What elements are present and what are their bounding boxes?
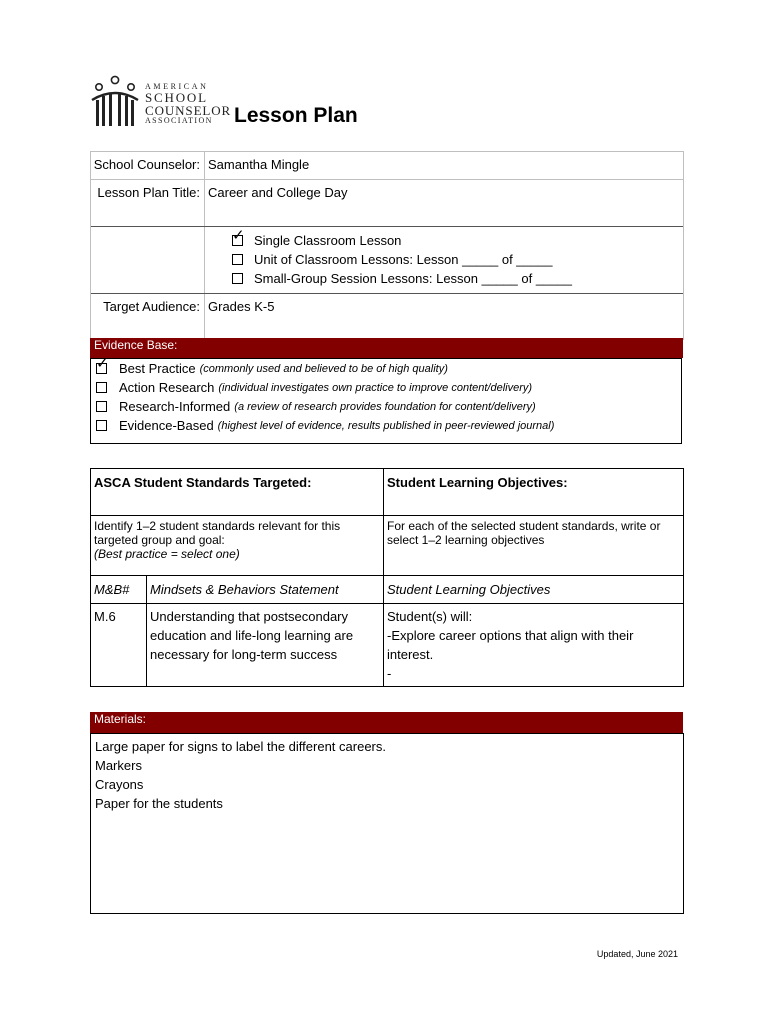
lesson-type-label: Unit of Classroom Lessons: Lesson _____ of _____ xyxy=(254,252,553,267)
evidence-note: (commonly used and believed to be of high quality) xyxy=(199,362,448,375)
lesson-type-option[interactable] xyxy=(208,250,683,269)
lesson-title-label: Lesson Plan Title: xyxy=(91,180,205,226)
lesson-type-row xyxy=(91,227,683,294)
evidence-note: (individual investigates own practice to improve content/delivery) xyxy=(218,381,533,394)
lesson-title-row xyxy=(91,180,683,227)
audience-value[interactable]: Grades K-5 xyxy=(208,299,275,314)
objectives-instruction: For each of the selected student standards, write or select 1–2 learning objectives xyxy=(384,516,684,576)
lesson-type-label xyxy=(91,227,205,293)
org-line-3: COUNSELOR xyxy=(145,103,232,118)
list-item: Paper for the students xyxy=(95,796,223,811)
evidence-option[interactable] xyxy=(91,355,681,378)
org-line-2: SCHOOL xyxy=(145,90,208,105)
objectives-subheader: Student Learning Objectives xyxy=(384,576,684,604)
org-name xyxy=(145,83,231,125)
org-line-1: AMERICAN xyxy=(145,82,209,91)
instruction-row xyxy=(91,516,684,576)
materials-header: Materials: xyxy=(90,712,683,733)
lesson-type-options xyxy=(205,227,683,293)
lesson-title-value[interactable]: Career and College Day xyxy=(208,185,348,200)
code-subheader: M&B# xyxy=(91,576,147,604)
standard-statement[interactable]: Understanding that postsecondary education and life-long learning are necessary for long-term success xyxy=(147,604,384,687)
evidence-option[interactable] xyxy=(91,378,681,397)
checkbox[interactable] xyxy=(96,382,107,393)
checkbox[interactable] xyxy=(96,355,109,374)
audience-row xyxy=(91,294,683,340)
checkbox[interactable] xyxy=(232,273,243,284)
list-item: Crayons xyxy=(95,777,144,792)
list-item: Large paper for signs to label the different careers. xyxy=(95,739,386,754)
updated-footer: Updated, June 2021 xyxy=(596,949,678,959)
evidence-label: Action Research xyxy=(119,380,215,395)
evidence-label: Best Practice xyxy=(119,361,196,376)
evidence-label: Evidence-Based xyxy=(119,418,214,433)
evidence-header: Evidence Base: xyxy=(90,338,683,358)
list-item: Markers xyxy=(95,758,142,773)
checkbox[interactable] xyxy=(96,420,107,431)
table-row xyxy=(91,604,684,687)
lesson-type-label: Small-Group Session Lessons: Lesson _____ of _____ xyxy=(254,271,572,286)
evidence-note: (a review of research provides foundation for content/delivery) xyxy=(234,400,536,413)
standards-table xyxy=(90,468,684,687)
standards-instruction xyxy=(91,516,384,576)
instruction-note: (Best practice = select one) xyxy=(94,547,240,561)
audience-label: Target Audience: xyxy=(91,294,205,340)
lesson-type-option[interactable] xyxy=(208,227,683,250)
evidence-note: (highest level of evidence, results published in peer-reviewed journal) xyxy=(217,419,555,432)
checkbox[interactable] xyxy=(96,401,107,412)
page-title: Lesson Plan xyxy=(234,104,358,127)
checkbox[interactable] xyxy=(232,227,245,246)
statement-subheader: Mindsets & Behaviors Statement xyxy=(147,576,384,604)
lesson-type-label: Single Classroom Lesson xyxy=(254,233,402,248)
evidence-option[interactable] xyxy=(91,416,681,435)
checkmark-icon: ✓ xyxy=(232,227,245,244)
instruction-text: Identify 1–2 student standards relevant for this targeted group and goal: xyxy=(94,519,341,547)
evidence-label: Research-Informed xyxy=(119,399,231,414)
checkmark-icon: ✓ xyxy=(96,355,109,372)
lesson-info-table xyxy=(90,151,684,340)
objectives-cell[interactable] xyxy=(384,604,684,687)
objectives-header: Student Learning Objectives: xyxy=(384,469,684,516)
counselor-label: School Counselor: xyxy=(91,152,205,179)
counselor-row xyxy=(91,152,683,180)
table-header-row xyxy=(91,469,684,516)
objective-line: Student(s) will: xyxy=(387,609,473,624)
standard-code[interactable]: M.6 xyxy=(91,604,147,687)
lesson-type-option[interactable] xyxy=(208,269,683,288)
evidence-option[interactable] xyxy=(91,397,681,416)
counselor-value[interactable]: Samantha Mingle xyxy=(208,157,310,172)
subheader-row xyxy=(91,576,684,604)
objective-line: - xyxy=(387,666,392,681)
standards-header: ASCA Student Standards Targeted: xyxy=(91,469,384,516)
checkbox[interactable] xyxy=(232,254,243,265)
org-line-4: ASSOCIATION xyxy=(145,116,213,125)
evidence-list xyxy=(90,355,682,444)
materials-box[interactable] xyxy=(90,733,684,914)
objective-line: -Explore career options that align with their interest. xyxy=(387,628,634,662)
